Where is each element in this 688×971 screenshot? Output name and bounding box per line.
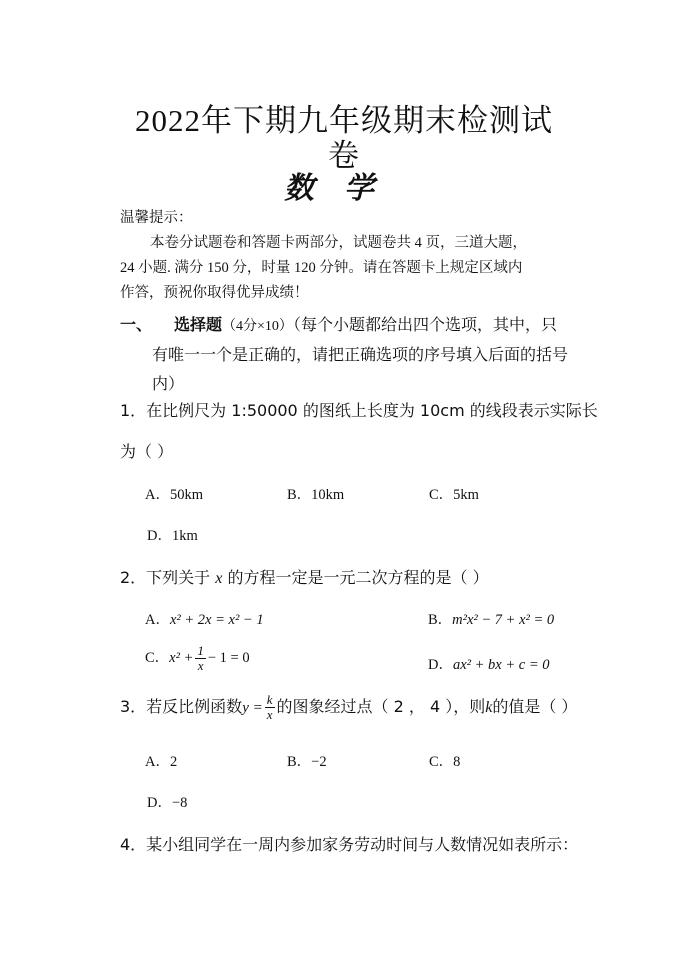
question-2-option-d: [428, 653, 550, 674]
question-2-option-b: [428, 608, 554, 629]
fraction: [265, 693, 275, 722]
tips-line1: 本卷分试题卷和答题卡两部分，试题卷共 4 页，三道大题，: [150, 235, 527, 251]
section1-desc3: 内）: [152, 374, 185, 393]
question-4-stem: 4．某小组同学在一周内参加家务劳动时间与人数情况如表所示：: [120, 835, 579, 854]
option-label: B．: [428, 612, 453, 628]
option-expression: x² + 2x = x² − 1: [169, 612, 264, 628]
option-label: C．: [145, 649, 170, 666]
question-3-option-c: C．8: [429, 754, 461, 770]
question-3-option-a: A．2: [145, 754, 178, 770]
exam-title-line2: 卷: [328, 138, 360, 173]
question-1-option-c: C．5km: [429, 487, 479, 503]
question-3-k: k: [485, 699, 493, 716]
section1-number: 一、: [120, 315, 153, 334]
option-label: D．: [428, 657, 453, 673]
section1-name: 选择题: [174, 315, 223, 334]
question-2-var: x: [215, 570, 223, 587]
question-3-option-b: B．−2: [287, 754, 327, 770]
section1-desc2: 有唯一一个是正确的，请把正确选项的序号填入后面的括号: [152, 345, 569, 364]
option-expression: ax² + bx + c = 0: [452, 657, 550, 673]
question-1-line2: 为（ ）: [120, 442, 174, 461]
fraction-numerator: 1: [197, 643, 204, 658]
section1-heading: [120, 312, 557, 335]
question-1-line1: 1．在比例尺为 1:50000 的图纸上长度为 10cm 的线段表示实际长: [120, 401, 598, 420]
tips-line3: 作答，预祝你取得优异成绩！: [120, 285, 309, 301]
fraction-denominator: x: [197, 658, 204, 673]
question-2-suffix: 的方程一定是一元二次方程的是（ ）: [222, 568, 489, 587]
section1-desc1: （每个小题都给出四个选项，其中，只: [292, 315, 557, 334]
question-3-y-eq: y =: [242, 700, 263, 716]
option-expression: m²x² − 7 + x² = 0: [452, 612, 555, 628]
question-3-suffix: 的值是（ ）: [492, 697, 578, 716]
question-2-prefix: 2．下列关于: [120, 568, 216, 587]
fraction-numerator: k: [266, 692, 273, 707]
tips-line2: 24 小题. 满分 150 分，时量 120 分钟。请在答题卡上规定区域内: [120, 260, 523, 276]
question-3-option-d: D．−8: [147, 795, 188, 811]
question-3-stem: [120, 693, 577, 722]
fraction-denominator: x: [266, 707, 273, 722]
question-1-option-b: B．10km: [287, 487, 345, 503]
fraction: [195, 644, 206, 673]
tips-heading: 温馨提示：: [120, 210, 193, 226]
question-1-option-a: A．50km: [145, 487, 203, 503]
exam-subject: 数学: [284, 172, 404, 205]
question-2-option-a: [145, 608, 264, 629]
option-label: A．: [145, 612, 170, 628]
section1-score: （4分×10）: [222, 319, 293, 334]
question-2-stem: [120, 565, 489, 588]
exam-title-line1: 2022年下期九年级期末检测试: [135, 103, 553, 138]
question-3-middle: 的图象经过点（ 2 ， 4 ），则: [276, 697, 486, 716]
question-3-prefix: 3．若反比例函数: [120, 697, 243, 716]
option-expression-tail: − 1 = 0: [207, 649, 250, 666]
option-expression: x² +: [169, 649, 194, 666]
question-2-option-c: [145, 644, 250, 673]
question-1-option-d: D．1km: [147, 528, 198, 544]
